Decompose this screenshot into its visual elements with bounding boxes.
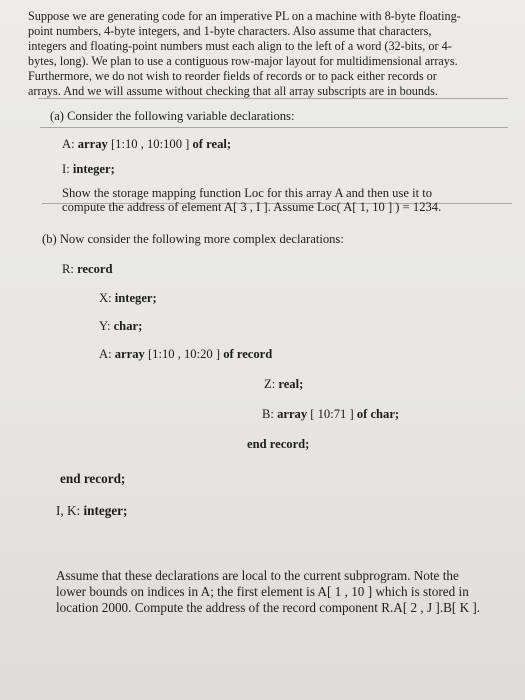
part-a-task-line-2: compute the address of element A[ 3 , I ]. Assume Loc( A[ 1, 10 ] ) = 1234. [62,200,442,214]
intro-line-1: Suppose we are generating code for an imperative PL on a machine with 8-byte floating- [28,9,461,23]
decl-i-k-integer: I, K: integer; [56,503,128,518]
decl-b-array-of-char: B: array [ 10:71 ] of char; [262,407,400,421]
ruled-line [40,127,508,128]
intro-line-3: integers and floating-point numbers must each align to the left of a word (32-bits, or 4- [28,39,452,53]
decl-i-integer: I: integer; [62,162,115,176]
closing-line-2: lower bounds on indices in A; the first element is A[ 1 , 10 ] which is stored in [56,584,469,599]
ruled-line [38,98,508,99]
part-b-heading: (b) Now consider the following more complex declarations: [42,232,344,246]
decl-z-real: Z: real; [264,377,304,391]
decl-a-array: A: array [1:10 , 10:100 ] of real; [62,137,232,151]
decl-a-array-of-record: A: array [1:10 , 10:20 ] of record [99,347,273,361]
end-outer-record: end record; [60,471,126,486]
closing-line-1: Assume that these declarations are local to the current subprogram. Note the [56,568,459,583]
decl-x-integer: X: integer; [99,291,157,305]
intro-line-4: bytes, long). We plan to use a contiguous row-major layout for multidimensional arrays. [28,54,458,68]
intro-line-5: Furthermore, we do not wish to reorder fields of records or to pack either records or [28,69,437,83]
decl-y-char: Y: char; [99,319,143,333]
end-inner-record: end record; [247,437,310,451]
part-a-task-line-1: Show the storage mapping function Loc for this array A and then use it to [62,186,433,200]
intro-line-6: arrays. And we will assume without checking that all array subscripts are in bounds. [28,84,438,98]
closing-line-3: location 2000. Compute the address of the record component R.A[ 2 , J ].B[ K ]. [56,600,481,615]
intro-line-2: point numbers, 4-byte integers, and 1-byte characters. Also assume that characters, [28,24,432,38]
part-a-heading: (a) Consider the following variable declarations: [50,109,295,123]
decl-r-record: R: record [62,262,113,276]
